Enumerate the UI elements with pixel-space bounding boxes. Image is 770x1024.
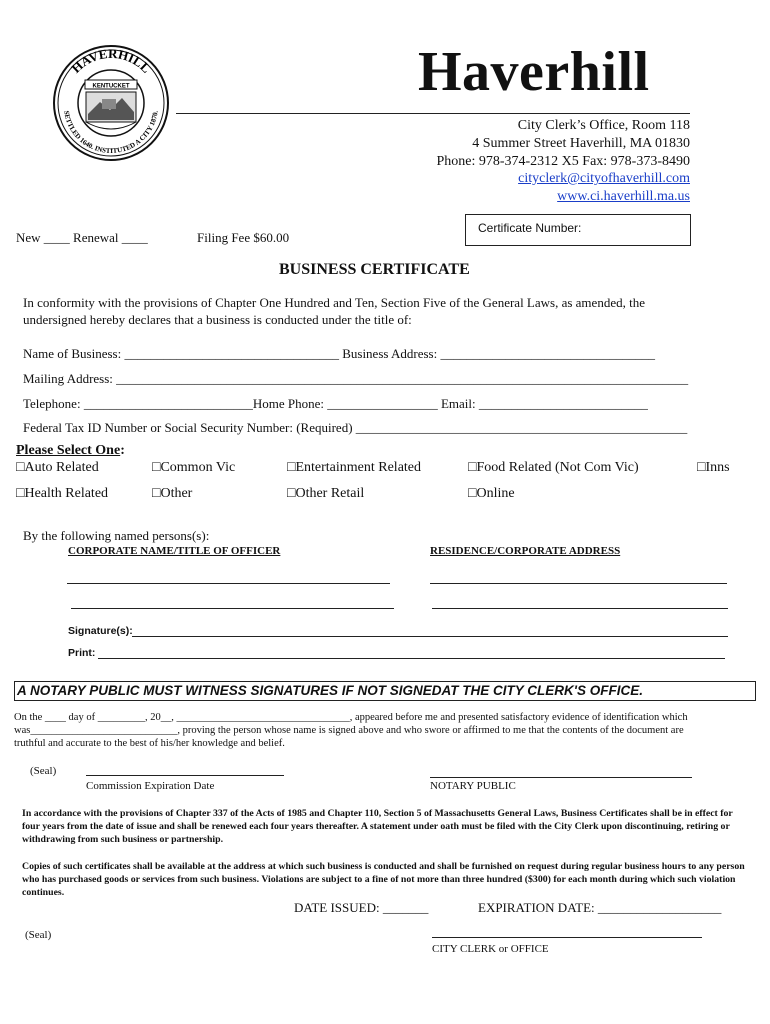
- officer-line-2[interactable]: [71, 608, 394, 609]
- phone-line: Phone: 978-374-2312 X5 Fax: 978-373-8490: [436, 154, 690, 169]
- certificate-number-label: Certificate Number:: [478, 221, 582, 235]
- signature-line[interactable]: [132, 636, 728, 637]
- officer-line-1[interactable]: [67, 583, 390, 584]
- checkbox-health-related[interactable]: □Health Related: [16, 486, 109, 501]
- svg-text:KENTUCKET: KENTUCKET: [92, 83, 130, 90]
- city-seal-logo: [52, 44, 170, 162]
- city-clerk-label: CITY CLERK or OFFICE: [432, 943, 549, 955]
- persons-intro: By the following named persons(s):: [23, 528, 210, 543]
- mailing-address-field[interactable]: Mailing Address: ________________________________________________________________________________________: [23, 371, 689, 386]
- notary-seal-label: (Seal): [30, 765, 57, 777]
- notary-text-3: truthful and accurate to the best of his/her knowledge and belief.: [14, 738, 285, 749]
- legal-paragraph-2: Copies of such certificates shall be available at the address at which such business is conducted and shall be furnished on request during regular business hours to any person who has purchased goods or services from such business. Violations are subject to a fine of not more than three hundred ($300) for each month during which such violation continues.: [22, 861, 745, 898]
- form-title: BUSINESS CERTIFICATE: [279, 261, 470, 278]
- business-name-field[interactable]: Name of Business: _________________________________ Business Address: _________________________________: [23, 346, 655, 361]
- notary-text-1: On the ____ day of _________, 20__, _________________________________, appeared before me and presented satisfactory evidence of identification which: [14, 712, 688, 723]
- legal-paragraph-1: In accordance with the provisions of Chapter 337 of the Acts of 1985 and Chapter 110, Section 5 of Massachusetts General Laws, Business Certificates shall be in effect for four years from the date of issue and shall be renewed each four years thereafter. A statement under oath must be filed with the City Clerk upon discontinuing, retiring or withdrawing from such business or partnership.: [22, 808, 733, 845]
- notary-text-2: was____________________________, proving the person whose name is signed above and who swore or affirmed to me that the contents of the document are: [14, 725, 684, 736]
- address-line-2[interactable]: [432, 608, 728, 609]
- checkbox-common-vic[interactable]: □Common Vic: [152, 460, 236, 475]
- print-label: Print:: [68, 647, 96, 659]
- checkbox-food-related[interactable]: □Food Related (Not Com Vic): [468, 460, 639, 475]
- certificate-number-box[interactable]: [465, 214, 691, 246]
- email-link[interactable]: cityclerk@cityofhaverhill.com: [518, 171, 690, 186]
- office-line: City Clerk’s Office, Room 118: [517, 118, 690, 133]
- checkbox-online[interactable]: □Online: [468, 486, 515, 501]
- intro-line-2: undersigned hereby declares that a business is conducted under the title of:: [23, 312, 412, 327]
- checkbox-inns[interactable]: □Inns: [697, 460, 730, 475]
- col-header-address: RESIDENCE/CORPORATE ADDRESS: [430, 545, 621, 557]
- notary-public-label: NOTARY PUBLIC: [430, 780, 516, 792]
- notary-public-line[interactable]: [430, 777, 692, 778]
- filing-fee: Filing Fee $60.00: [197, 230, 290, 245]
- checkbox-other-retail[interactable]: □Other Retail: [287, 486, 365, 501]
- select-one-heading-colon: :: [120, 443, 125, 458]
- intro-line-1: In conformity with the provisions of Chapter One Hundred and Ten, Section Five of the General Laws, as amended, the: [23, 295, 645, 310]
- street-line: 4 Summer Street Haverhill, MA 01830: [472, 136, 690, 151]
- notary-banner: A NOTARY PUBLIC MUST WITNESS SIGNATURES IF NOT SIGNEDAT THE CITY CLERK'S OFFICE.: [14, 681, 756, 701]
- commission-label: Commission Expiration Date: [86, 780, 215, 792]
- address-line-1[interactable]: [430, 583, 727, 584]
- telephone-field[interactable]: Telephone: __________________________Home Phone: _________________ Email: __________________________: [23, 396, 648, 411]
- date-issued-field[interactable]: DATE ISSUED: _______: [294, 900, 429, 915]
- signature-label: Signature(s):: [68, 625, 133, 637]
- select-one-heading-text: Please Select One: [16, 443, 121, 458]
- col-header-officer: CORPORATE NAME/TITLE OF OFFICER: [68, 545, 281, 557]
- checkbox-entertainment-related[interactable]: □Entertainment Related: [287, 460, 422, 475]
- checkbox-auto-related[interactable]: □Auto Related: [16, 460, 99, 475]
- city-title: Haverhill: [418, 41, 650, 103]
- new-renewal-field[interactable]: New ____ Renewal ____: [16, 230, 148, 245]
- tax-id-field[interactable]: Federal Tax ID Number or Social Security Number: (Required) ___________________________________________________: [23, 420, 688, 435]
- expiration-date-field[interactable]: EXPIRATION DATE: ___________________: [478, 900, 722, 915]
- website-link[interactable]: www.ci.haverhill.ma.us: [557, 189, 690, 204]
- commission-line[interactable]: [86, 775, 284, 776]
- header-divider: [176, 113, 690, 114]
- svg-text:SETTLED 1640. INSTITUTED A CIT: SETTLED 1640. INSTITUTED A CITY 1870.: [62, 110, 160, 156]
- footer-seal-label: (Seal): [25, 929, 52, 941]
- select-one-heading: [16, 443, 125, 459]
- svg-text:HAVERHILL: HAVERHILL: [68, 45, 154, 76]
- print-line[interactable]: [98, 658, 725, 659]
- checkbox-other[interactable]: □Other: [152, 486, 193, 501]
- city-clerk-line[interactable]: [432, 937, 702, 938]
